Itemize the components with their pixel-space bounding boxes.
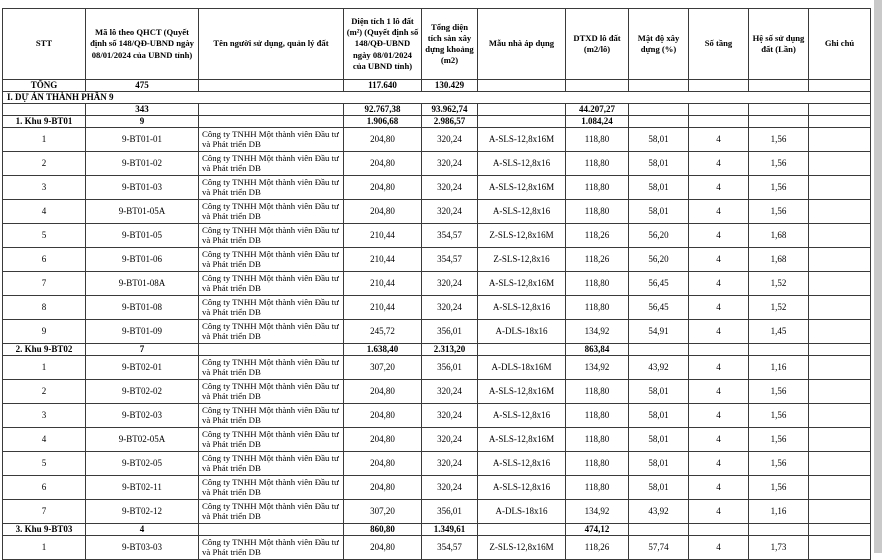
table-cell: Công ty TNHH Một thành viên Đầu tư và Phát triển DB [199,127,344,151]
table-cell [689,115,749,127]
table-cell [3,103,86,115]
table-cell [629,115,689,127]
table-cell: 320,24 [422,403,478,427]
table-cell: 4 [3,199,86,223]
table-cell: 118,80 [566,451,629,475]
table-cell [478,115,566,127]
table-cell: 1,68 [749,247,809,271]
table-cell: 4 [86,523,199,535]
table-cell: 1 [3,355,86,379]
table-cell: 9-BT01-02 [86,151,199,175]
table-cell: A-SLS-12,8x16 [478,295,566,319]
table-cell: Công ty TNHH Một thành viên Đầu tư và Phát triển DB [199,379,344,403]
table-row-data [3,451,871,475]
table-row-data [3,355,871,379]
table-cell: 1,52 [749,271,809,295]
table-cell: 356,01 [422,499,478,523]
table-cell [749,103,809,115]
table-row-group [3,115,871,127]
table-cell [478,523,566,535]
table-cell: 2 [3,151,86,175]
table-cell: 2.313,20 [422,343,478,355]
table-cell: 1 [3,127,86,151]
table-cell: Công ty TNHH Một thành viên Đầu tư và Phát triển DB [199,535,344,559]
table-cell: 9-BT01-05A [86,199,199,223]
column-header-5: Mẫu nhà áp dụng [478,9,566,80]
column-header-2: Tên người sử dụng, quản lý đất [199,9,344,80]
column-header-1: Mã lô theo QHCT (Quyết định số 148/QĐ-UBND ngày 08/01/2024 của UBND tỉnh) [86,9,199,80]
table-row-data [3,151,871,175]
table-cell: 320,24 [422,427,478,451]
table-cell: 9-BT01-05 [86,223,199,247]
table-cell [809,199,871,223]
table-cell: A-SLS-12,8x16M [478,379,566,403]
table-cell: 9-BT02-12 [86,499,199,523]
table-cell: 1,45 [749,319,809,343]
table-cell: 134,92 [566,319,629,343]
table-cell: 43,92 [629,355,689,379]
land-lot-table-container [2,8,871,560]
column-header-9: Hệ số sử dụng đất (Lần) [749,9,809,80]
table-cell: 1,56 [749,451,809,475]
table-cell: 4 [689,175,749,199]
table-cell: 56,20 [629,247,689,271]
table-cell: 4 [689,223,749,247]
table-cell: Z-SLS-12,8x16 [478,247,566,271]
table-cell [809,127,871,151]
table-cell: 210,44 [344,295,422,319]
table-cell: 58,01 [629,379,689,403]
table-cell: 354,57 [422,247,478,271]
table-cell: 1,56 [749,151,809,175]
table-cell: 204,80 [344,379,422,403]
table-cell: A-SLS-12,8x16M [478,271,566,295]
table-cell: 9 [3,319,86,343]
table-cell: 474,12 [566,523,629,535]
table-cell: Công ty TNHH Một thành viên Đầu tư và Phát triển DB [199,427,344,451]
table-cell: A-SLS-12,8x16 [478,451,566,475]
table-cell: 118,26 [566,535,629,559]
table-cell: 245,72 [344,319,422,343]
table-cell: 117.640 [344,80,422,92]
land-lot-table [2,8,871,560]
table-cell: 3. Khu 9-BT03 [3,523,86,535]
table-row-data [3,175,871,199]
table-cell: 54,91 [629,319,689,343]
table-cell: 118,80 [566,379,629,403]
table-cell: Công ty TNHH Một thành viên Đầu tư và Phát triển DB [199,175,344,199]
table-cell: 58,01 [629,175,689,199]
column-header-6: DTXD lô đất (m2/lô) [566,9,629,80]
table-cell: Công ty TNHH Một thành viên Đầu tư và Phát triển DB [199,475,344,499]
table-cell: Z-SLS-12,8x16M [478,535,566,559]
table-cell: 204,80 [344,127,422,151]
table-cell: 4 [689,319,749,343]
table-cell: Công ty TNHH Một thành viên Đầu tư và Phát triển DB [199,451,344,475]
table-cell: 118,26 [566,247,629,271]
table-cell: 4 [689,247,749,271]
table-cell: 93.962,74 [422,103,478,115]
table-cell: 92.767,38 [344,103,422,115]
table-row-data [3,427,871,451]
table-cell: 4 [689,271,749,295]
table-cell: Công ty TNHH Một thành viên Đầu tư và Phát triển DB [199,355,344,379]
table-cell: 863,84 [566,343,629,355]
table-cell: 320,24 [422,151,478,175]
table-cell: 134,92 [566,355,629,379]
table-cell [478,343,566,355]
table-cell [199,115,344,127]
table-cell [689,343,749,355]
table-cell: Z-SLS-12,8x16M [478,223,566,247]
table-cell: 9-BT02-05 [86,451,199,475]
table-cell [809,271,871,295]
table-cell: 118,80 [566,199,629,223]
table-cell: 204,80 [344,199,422,223]
table-row-data [3,535,871,559]
table-row-data [3,199,871,223]
table-cell: 320,24 [422,175,478,199]
table-cell [809,451,871,475]
table-cell: 204,80 [344,403,422,427]
table-cell: 4 [689,355,749,379]
table-cell: Công ty TNHH Một thành viên Đầu tư và Phát triển DB [199,319,344,343]
table-cell: 4 [689,475,749,499]
scrollbar-track[interactable] [874,0,882,553]
table-cell [629,343,689,355]
table-cell: 130.429 [422,80,478,92]
table-cell [199,523,344,535]
table-cell: Công ty TNHH Một thành viên Đầu tư và Phát triển DB [199,499,344,523]
table-cell: 118,80 [566,271,629,295]
table-cell [809,403,871,427]
table-cell: 1,56 [749,475,809,499]
table-cell: 356,01 [422,355,478,379]
table-cell: A-SLS-12,8x16M [478,175,566,199]
table-cell: 5 [3,451,86,475]
table-cell: 7 [3,499,86,523]
table-row-data [3,475,871,499]
section-header-label: I. DỰ ÁN THÀNH PHẦN 9 [3,92,871,104]
table-cell [749,80,809,92]
table-cell: 204,80 [344,151,422,175]
table-cell: 1.349,61 [422,523,478,535]
table-cell [809,247,871,271]
table-cell [199,343,344,355]
table-cell: Công ty TNHH Một thành viên Đầu tư và Phát triển DB [199,199,344,223]
table-cell: Công ty TNHH Một thành viên Đầu tư và Phát triển DB [199,151,344,175]
table-cell: 1 [3,535,86,559]
table-cell [809,175,871,199]
column-header-4: Tổng diện tích sàn xây dựng khoảng (m2) [422,9,478,80]
table-cell: 1.638,40 [344,343,422,355]
table-cell: TỔNG [3,80,86,92]
table-cell: 4 [689,151,749,175]
table-cell: 134,92 [566,499,629,523]
table-cell: Công ty TNHH Một thành viên Đầu tư và Phát triển DB [199,247,344,271]
table-row-data [3,127,871,151]
table-cell [749,523,809,535]
table-cell: 3 [3,175,86,199]
table-cell [199,103,344,115]
table-cell: 1,16 [749,355,809,379]
table-cell: 58,01 [629,475,689,499]
table-cell: 320,24 [422,451,478,475]
table-cell: 307,20 [344,355,422,379]
table-cell: 58,01 [629,427,689,451]
table-cell: 9 [86,115,199,127]
table-cell: 6 [3,475,86,499]
table-cell: 1,56 [749,379,809,403]
table-body [3,80,871,560]
table-cell: 320,24 [422,379,478,403]
table-cell: 1,52 [749,295,809,319]
table-cell: 2. Khu 9-BT02 [3,343,86,355]
table-cell: 354,57 [422,535,478,559]
table-cell [629,523,689,535]
column-header-7: Mật độ xây dựng (%) [629,9,689,80]
table-cell: 860,80 [344,523,422,535]
table-row-data [3,223,871,247]
table-cell: A-SLS-12,8x16 [478,475,566,499]
column-header-8: Số tầng [689,9,749,80]
table-cell: 57,74 [629,535,689,559]
table-cell: 3 [3,403,86,427]
table-cell: 58,01 [629,199,689,223]
table-cell: 1,56 [749,127,809,151]
table-cell [749,343,809,355]
table-cell: 118,80 [566,403,629,427]
table-cell: 320,24 [422,127,478,151]
table-row-section [3,92,871,104]
table-cell: 118,80 [566,127,629,151]
table-cell: 320,24 [422,475,478,499]
table-row-data [3,499,871,523]
table-cell: 204,80 [344,451,422,475]
table-row-data [3,295,871,319]
table-cell [689,523,749,535]
table-cell: 1.084,24 [566,115,629,127]
table-row-group [3,523,871,535]
table-cell: Công ty TNHH Một thành viên Đầu tư và Phát triển DB [199,295,344,319]
table-cell [809,535,871,559]
table-cell: 118,80 [566,475,629,499]
table-cell: 210,44 [344,271,422,295]
table-row-data [3,379,871,403]
table-cell: 4 [689,451,749,475]
table-cell [749,115,809,127]
table-cell: 8 [3,295,86,319]
table-cell [629,103,689,115]
table-cell: 9-BT02-02 [86,379,199,403]
table-cell: 118,80 [566,295,629,319]
table-cell: A-DLS-18x16 [478,319,566,343]
table-cell: 204,80 [344,427,422,451]
table-cell: Công ty TNHH Một thành viên Đầu tư và Phát triển DB [199,271,344,295]
table-cell: 204,80 [344,475,422,499]
table-cell: 1,56 [749,403,809,427]
table-cell: 44.207,27 [566,103,629,115]
table-cell: 7 [86,343,199,355]
column-header-3: Diện tích 1 lô đất (m²) (Quyết định số 148/QĐ-UBND ngày 08/01/2024 của UBND tỉnh) [344,9,422,80]
table-cell: 1,56 [749,427,809,451]
table-cell: A-SLS-12,8x16M [478,127,566,151]
table-cell: 320,24 [422,295,478,319]
table-cell [566,80,629,92]
table-cell: 4 [3,427,86,451]
table-cell: 6 [3,247,86,271]
table-cell: A-SLS-12,8x16M [478,427,566,451]
table-cell: 56,45 [629,271,689,295]
table-cell: 9-BT01-08 [86,295,199,319]
table-cell: 2.986,57 [422,115,478,127]
table-cell [478,103,566,115]
table-cell [809,379,871,403]
table-cell [809,103,871,115]
table-cell: 43,92 [629,499,689,523]
table-cell [809,319,871,343]
header-row [3,9,871,80]
table-row-data [3,403,871,427]
table-cell: 56,20 [629,223,689,247]
table-cell: A-SLS-12,8x16 [478,151,566,175]
table-cell: 1,56 [749,199,809,223]
table-cell [809,427,871,451]
table-cell: 1,16 [749,499,809,523]
table-cell [809,223,871,247]
table-cell: 356,01 [422,319,478,343]
table-cell [689,80,749,92]
table-cell: 58,01 [629,127,689,151]
table-row-data [3,319,871,343]
table-cell [809,475,871,499]
table-row-total [3,80,871,92]
table-cell [478,80,566,92]
table-row-data [3,271,871,295]
table-cell [809,499,871,523]
table-cell: 210,44 [344,223,422,247]
table-cell: 320,24 [422,199,478,223]
table-cell: 118,26 [566,223,629,247]
table-cell: 1,68 [749,223,809,247]
table-cell: 118,80 [566,175,629,199]
table-cell: 9-BT01-03 [86,175,199,199]
column-header-0: STT [3,9,86,80]
table-cell: A-SLS-12,8x16 [478,199,566,223]
table-cell: 4 [689,499,749,523]
table-cell: 9-BT02-01 [86,355,199,379]
table-cell: 9-BT02-05A [86,427,199,451]
table-cell [689,103,749,115]
table-cell: 2 [3,379,86,403]
table-cell [809,151,871,175]
table-cell: 58,01 [629,451,689,475]
table-cell: 475 [86,80,199,92]
table-header [3,9,871,80]
column-header-10: Ghi chú [809,9,871,80]
table-cell [629,80,689,92]
table-cell [199,80,344,92]
table-cell [809,295,871,319]
table-cell: 1. Khu 9-BT01 [3,115,86,127]
table-cell: 210,44 [344,247,422,271]
table-cell: 56,45 [629,295,689,319]
table-cell: 204,80 [344,535,422,559]
table-cell: 118,80 [566,427,629,451]
table-row-data [3,247,871,271]
table-cell: A-DLS-18x16 [478,499,566,523]
table-cell: 9-BT01-08A [86,271,199,295]
table-cell: 4 [689,127,749,151]
table-cell: Công ty TNHH Một thành viên Đầu tư và Phát triển DB [199,403,344,427]
table-cell: 4 [689,403,749,427]
table-cell: 9-BT02-11 [86,475,199,499]
table-cell: 4 [689,427,749,451]
table-cell: 4 [689,295,749,319]
table-cell: 9-BT01-01 [86,127,199,151]
table-cell: 9-BT01-06 [86,247,199,271]
table-cell: 4 [689,535,749,559]
table-cell: 5 [3,223,86,247]
table-cell: 320,24 [422,271,478,295]
table-cell: 1,73 [749,535,809,559]
table-row-group [3,343,871,355]
table-cell [809,115,871,127]
table-cell: 9-BT03-03 [86,535,199,559]
table-cell: Công ty TNHH Một thành viên Đầu tư và Phát triển DB [199,223,344,247]
table-cell: 4 [689,379,749,403]
table-cell [809,80,871,92]
table-row-subtotal [3,103,871,115]
table-cell: 343 [86,103,199,115]
table-cell: 307,20 [344,499,422,523]
table-cell: 4 [689,199,749,223]
table-cell: 58,01 [629,151,689,175]
table-cell: A-SLS-12,8x16 [478,403,566,427]
table-cell: 9-BT01-09 [86,319,199,343]
table-cell [809,343,871,355]
table-cell: 58,01 [629,403,689,427]
table-cell: 7 [3,271,86,295]
table-cell: 354,57 [422,223,478,247]
table-cell: 9-BT02-03 [86,403,199,427]
table-cell: A-DLS-18x16M [478,355,566,379]
table-cell: 1.906,68 [344,115,422,127]
table-cell [809,523,871,535]
table-cell: 1,56 [749,175,809,199]
table-cell: 118,80 [566,151,629,175]
table-cell: 204,80 [344,175,422,199]
table-cell [809,355,871,379]
